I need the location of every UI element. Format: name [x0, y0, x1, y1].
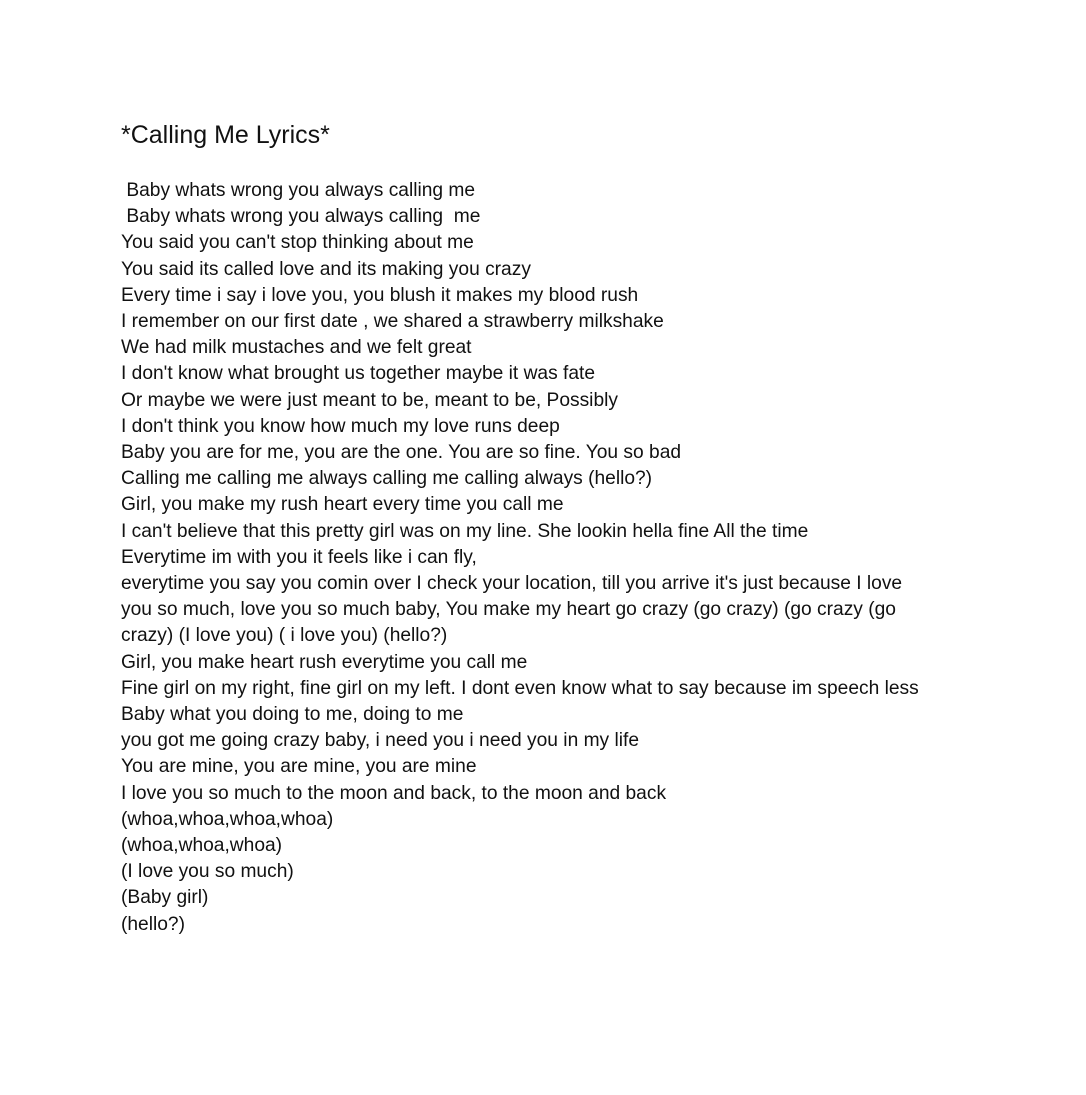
- lyrics-body: [121, 178, 961, 938]
- lyric-line: (Baby girl): [121, 887, 209, 909]
- lyric-line: Baby what you doing to me, doing to me: [121, 704, 464, 726]
- lyric-line: I don't think you know how much my love runs deep: [121, 415, 560, 437]
- lyric-line: Fine girl on my right, fine girl on my left. I dont even know what to say because im speech less: [121, 677, 919, 699]
- lyric-line: crazy) (I love you) ( i love you) (hello?): [121, 625, 448, 647]
- document-title: *Calling Me Lyrics*: [121, 121, 330, 149]
- lyric-line: I remember on our first date , we shared a strawberry milkshake: [121, 311, 664, 333]
- lyric-line: (hello?): [121, 913, 185, 935]
- lyric-line: You are mine, you are mine, you are mine: [121, 756, 477, 778]
- lyric-line: Girl, you make my rush heart every time you call me: [121, 494, 564, 516]
- lyric-line: Or maybe we were just meant to be, meant to be, Possibly: [121, 389, 618, 411]
- lyric-line: (I love you so much): [121, 861, 294, 883]
- lyric-line: Calling me calling me always calling me calling always (hello?): [121, 468, 653, 490]
- lyric-line: you so much, love you so much baby, You make my heart go crazy (go crazy) (go crazy (go: [121, 599, 896, 621]
- lyric-line: I don't know what brought us together maybe it was fate: [121, 363, 596, 385]
- lyric-line: Baby whats wrong you always calling me: [121, 180, 476, 201]
- lyric-line: you got me going crazy baby, i need you i need you in my life: [121, 730, 640, 752]
- lyric-line: I love you so much to the moon and back, to the moon and back: [121, 782, 667, 804]
- lyric-line: Baby you are for me, you are the one. You are so fine. You so bad: [121, 442, 682, 464]
- lyric-line: (whoa,whoa,whoa): [121, 835, 283, 857]
- lyric-line: Every time i say i love you, you blush it makes my blood rush: [121, 284, 639, 306]
- lyric-line: Everytime im with you it feels like i can fly,: [121, 546, 477, 568]
- lyric-line: Girl, you make heart rush everytime you call me: [121, 651, 528, 673]
- lyric-line: everytime you say you comin over I check your location, till you arrive it's just because I love: [121, 573, 903, 595]
- lyric-line: We had milk mustaches and we felt great: [121, 337, 472, 359]
- lyric-line: You said you can't stop thinking about me: [121, 232, 474, 254]
- lyric-line: (whoa,whoa,whoa,whoa): [121, 808, 334, 830]
- lyric-line: I can't believe that this pretty girl was on my line. She lookin hella fine All the time: [121, 520, 809, 542]
- lyric-line: Baby whats wrong you always calling me: [121, 206, 481, 228]
- lyric-line: You said its called love and its making you crazy: [121, 258, 531, 280]
